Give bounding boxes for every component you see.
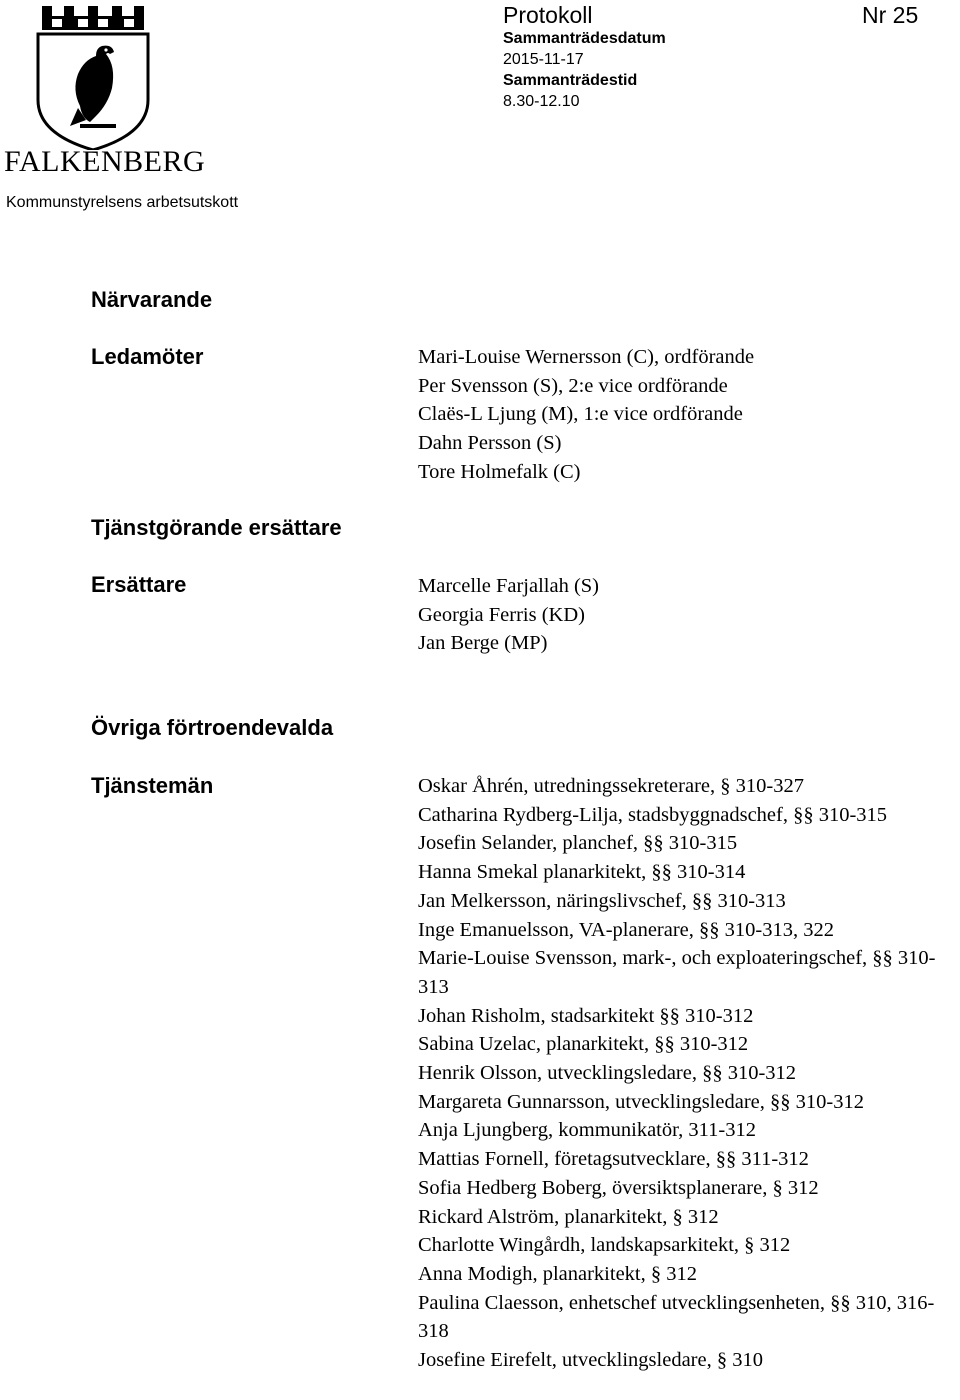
list-item: Claës-L Ljung (M), 1:e vice ordförande [418, 403, 743, 426]
list-item: Dahn Persson (S) [418, 432, 562, 455]
list-item: Georgia Ferris (KD) [418, 603, 585, 626]
list-item: Hanna Smekal planarkitekt, §§ 310-314 [418, 861, 746, 884]
list-item: Oskar Åhrén, utredningssekreterare, § 310-327 [418, 775, 804, 797]
list-item: Inge Emanuelsson, VA-planerare, §§ 310-313, 322 [418, 918, 834, 941]
list-item: Anna Modigh, planarkitekt, § 312 [418, 1262, 697, 1285]
list-item: Anja Ljungberg, kommunikatör, 311-312 [418, 1119, 756, 1142]
list-item: Marcelle Farjallah (S) [418, 575, 600, 597]
organization-name: Kommunstyrelsens arbetsutskott [6, 194, 239, 211]
protocol-header [503, 2, 666, 112]
list-item: Mari-Louise Wernersson (C), ordförande [418, 346, 755, 368]
meeting-date-label: Sammanträdesdatum [503, 30, 666, 47]
protocol-title: Protokoll [503, 2, 593, 28]
list-item: Rickard Alström, planarkitekt, § 312 [418, 1205, 719, 1228]
members-heading: Ledamöter [91, 344, 204, 369]
list-item: Johan Risholm, stadsarkitekt §§ 310-312 [418, 1004, 754, 1027]
list-item: Marie-Louise Svensson, mark-, och exploateringschef, §§ 310-313 [418, 947, 936, 998]
other-elected-heading: Övriga förtroendevalda [91, 715, 334, 740]
serving-substitutes-heading: Tjänstgörande ersättare [91, 515, 342, 540]
protocol-number: Nr 25 [862, 2, 919, 28]
list-item: Charlotte Wingårdh, landskapsarkitekt, § 312 [418, 1234, 791, 1257]
substitutes-list [418, 572, 958, 658]
present-heading: Närvarande [91, 287, 213, 312]
officials-list [418, 772, 958, 1375]
list-item: Catharina Rydberg-Lilja, stadsbyggnadschef, §§ 310-315 [418, 803, 888, 826]
list-item: Josefin Selander, planchef, §§ 310-315 [418, 832, 738, 855]
list-item: Margareta Gunnarsson, utvecklingsledare, §§ 310-312 [418, 1090, 864, 1113]
coat-of-arms-icon [30, 0, 156, 150]
meeting-date-value: 2015-11-17 [503, 51, 584, 68]
list-item: Sabina Uzelac, planarkitekt, §§ 310-312 [418, 1033, 749, 1056]
list-item: Mattias Fornell, företagsutvecklare, §§ 311-312 [418, 1148, 809, 1171]
list-item: Henrik Olsson, utvecklingsledare, §§ 310-312 [418, 1062, 797, 1085]
substitutes-heading: Ersättare [91, 572, 187, 597]
city-name: FALKENBERG [4, 145, 206, 178]
officials-heading: Tjänstemän [91, 773, 214, 798]
list-item: Tore Holmefalk (C) [418, 460, 581, 483]
list-item: Per Svensson (S), 2:e vice ordförande [418, 374, 728, 397]
list-item: Jan Berge (MP) [418, 632, 548, 655]
list-item: Josefine Eirefelt, utvecklingsledare, § 310 [418, 1349, 763, 1372]
meeting-time-label: Sammanträdestid [503, 72, 638, 89]
members-list [418, 343, 958, 487]
list-item: Paulina Claesson, enhetschef utvecklingsenheten, §§ 310, 316-318 [418, 1291, 935, 1343]
meeting-time-value: 8.30-12.10 [503, 93, 580, 110]
list-item: Jan Melkersson, näringslivschef, §§ 310-313 [418, 889, 786, 912]
list-item: Sofia Hedberg Boberg, översiktsplanerare, § 312 [418, 1176, 819, 1199]
